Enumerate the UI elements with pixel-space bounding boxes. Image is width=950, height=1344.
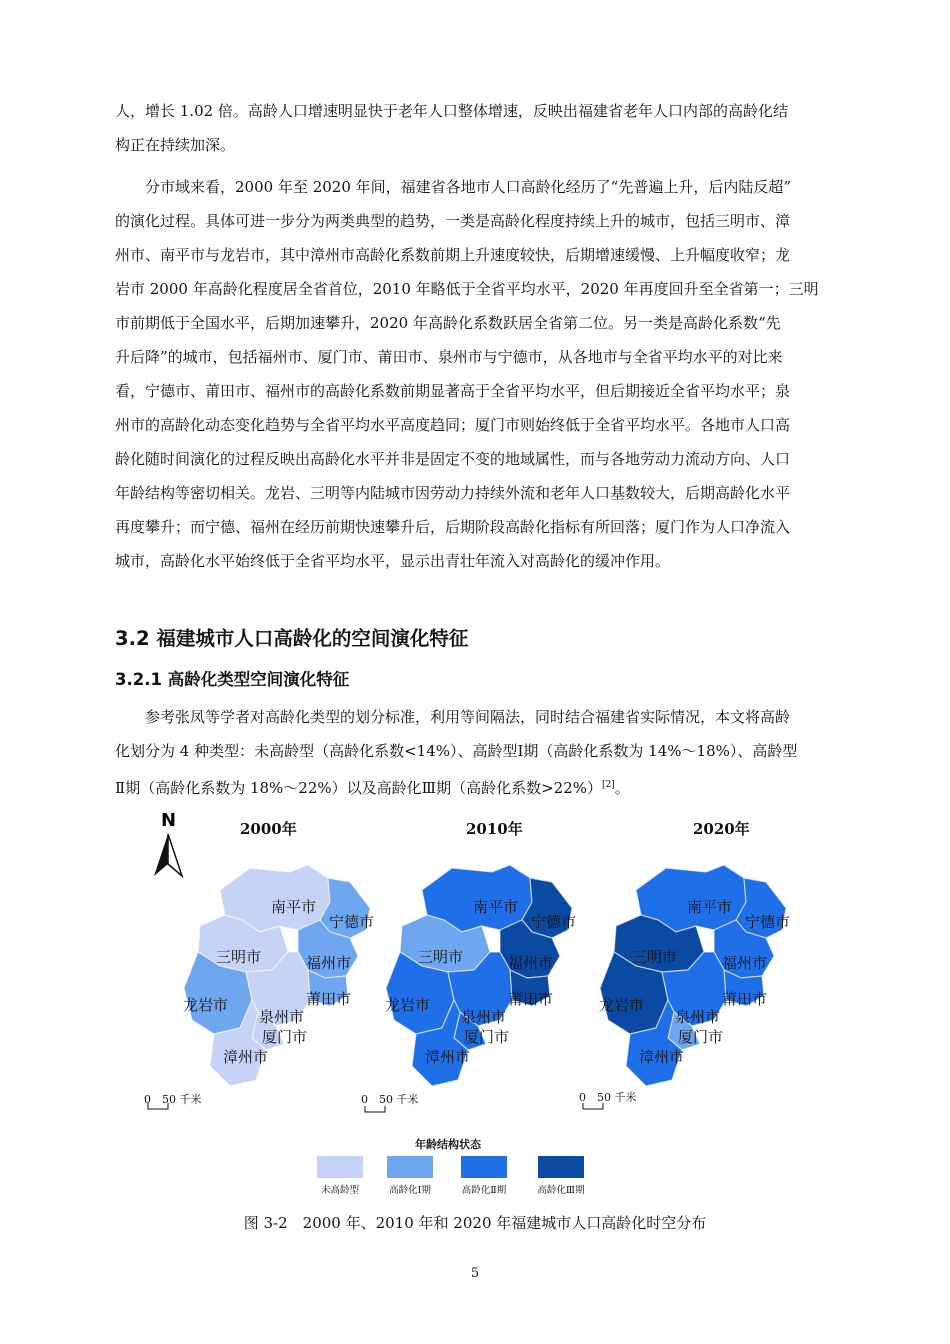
text-line: 人，增长 1.02 倍。高龄人口增速明显快于老年人口整体增速，反映出福建省老年人口内部的高龄化结: [115, 102, 788, 120]
legend-item: [516, 1156, 606, 1196]
figure-maps: [140, 808, 840, 1208]
legend-swatch: [538, 1156, 584, 1178]
subsection-heading: 3.2.1 高龄化类型空间演化特征: [115, 670, 350, 689]
region-label: 厦门市: [464, 1028, 510, 1046]
region-label: 三明市: [216, 948, 262, 966]
legend-label: 高龄化Ⅱ期: [461, 1185, 507, 1196]
text-line: 岩市 2000 年高龄化程度居全省首位，2010 年略低于全省平均水平，2020 年再度回升至全省第一；三明: [115, 280, 819, 298]
region-label: 漳州市: [425, 1048, 471, 1066]
region-label: 宁德市: [745, 913, 791, 931]
region-label: 三明市: [632, 948, 678, 966]
region-label: 龙岩市: [385, 996, 431, 1014]
text-line: 分市域来看，2000 年至 2020 年间，福建省各地市人口高龄化经历了“先普遍上升，后内陆反超”: [115, 178, 791, 196]
year-label-2020: 2020年: [693, 820, 750, 838]
text-line: 年龄结构等密切相关。龙岩、三明等内陆城市因劳动力持续外流和老年人口基数较大，后期高龄化水平: [115, 484, 791, 502]
region-label: 漳州市: [223, 1048, 269, 1066]
text-line: [115, 768, 856, 802]
paragraph-3: [115, 700, 856, 802]
region-label: 厦门市: [262, 1028, 308, 1046]
region-label: 福州市: [306, 954, 352, 972]
region-label: 莆田市: [306, 990, 352, 1008]
region-label: 龙岩市: [183, 996, 229, 1014]
north-label: N: [161, 810, 177, 831]
section-heading: 3.2 福建城市人口高龄化的空间演化特征: [115, 627, 469, 650]
region-label: 三明市: [418, 948, 464, 966]
legend-swatch: [317, 1156, 363, 1178]
region-label: 南平市: [473, 898, 519, 916]
region-label: 泉州市: [675, 1008, 721, 1026]
text-line: 城市，高龄化水平始终低于全省平均水平，显示出青壮年流入对高龄化的缓冲作用。: [115, 552, 671, 570]
region-label: 南平市: [271, 898, 317, 916]
page-number: 5: [470, 1266, 480, 1281]
text-line: 参考张凤等学者对高龄化类型的划分标准，利用等间隔法，同时结合福建省实际情况，本文将高龄: [115, 708, 791, 726]
text-line: 化划分为 4 种类型：未高龄型（高龄化系数<14%）、高龄型Ⅰ期（高龄化系数为 14%～18%）、高龄型: [115, 742, 798, 760]
figure-caption: 图 3-2 2000 年、2010 年和 2020 年福建城市人口高龄化时空分布: [243, 1214, 707, 1232]
region-label: 宁德市: [531, 913, 577, 931]
text-line: 看，宁德市、莆田市、福州市的高龄化系数前期显著高于全省平均水平，但后期接近全省平均水平；泉: [115, 382, 791, 400]
maps-svg: [140, 808, 840, 1138]
text-line: 构正在持续加深。: [115, 136, 236, 154]
region-label: 南平市: [687, 898, 733, 916]
region-label: 漳州市: [639, 1048, 685, 1066]
text-line-tail: 。: [614, 779, 630, 797]
scale-label: 0 50 千米: [144, 1093, 202, 1106]
region-label: 福州市: [722, 954, 768, 972]
legend-swatch: [387, 1156, 433, 1178]
region-label: 福州市: [508, 954, 554, 972]
region-label: 泉州市: [461, 1008, 507, 1026]
text-line: 州市、南平市与龙岩市，其中漳州市高龄化系数前期上升速度较快，后期增速缓慢、上升幅度收窄；龙: [115, 246, 791, 264]
year-label-2010: 2010年: [466, 820, 523, 838]
citation[interactable]: [2]: [602, 780, 615, 790]
region-label: 厦门市: [678, 1028, 724, 1046]
region-label: 泉州市: [259, 1008, 305, 1026]
scale-label: 0 50 千米: [579, 1091, 637, 1104]
legend-label: 未高龄型: [320, 1185, 359, 1196]
legend-title: 年龄结构状态: [415, 1138, 481, 1151]
year-label-2000: 2000年: [240, 820, 297, 838]
paragraph-2: [115, 170, 856, 578]
text-line: 的演化过程。具体可进一步分为两类典型的趋势，一类是高龄化程度持续上升的城市，包括三明市、漳: [115, 212, 791, 230]
map-2020: [599, 865, 790, 1086]
map-2000: [183, 865, 374, 1086]
north-arrow-icon: [154, 810, 182, 876]
region-label: 莆田市: [508, 990, 554, 1008]
text-line-content: Ⅱ期（高龄化系数为 18%～22%）以及高龄化Ⅲ期（高龄化系数>22%）: [115, 779, 603, 797]
legend-label: 高龄化Ⅲ期: [537, 1185, 585, 1196]
region-label: 莆田市: [722, 990, 768, 1008]
region-label: 宁德市: [329, 913, 375, 931]
text-line: 州市的高龄化动态变化趋势与全省平均水平高度趋同；厦门市则始终低于全省平均水平。各地市人口高: [115, 416, 791, 434]
text-line: 市前期低于全国水平，后期加速攀升，2020 年高龄化系数跃居全省第二位。另一类是高龄化系数“先: [115, 314, 781, 332]
region-label: 龙岩市: [599, 996, 645, 1014]
text-line: 龄化随时间演化的过程反映出高龄化水平并非是固定不变的地域属性，而与各地劳动力流动方向、人口: [115, 450, 791, 468]
legend-swatch: [461, 1156, 507, 1178]
map-2010: [385, 865, 576, 1086]
paragraph-1: [115, 94, 856, 162]
legend-label: 高龄化Ⅰ期: [389, 1185, 431, 1196]
text-line: 升后降”的城市，包括福州市、厦门市、莆田市、泉州市与宁德市，从各地市与全省平均水平的对比来: [115, 348, 783, 366]
text-line: 再度攀升；而宁德、福州在经历前期快速攀升后，后期阶段高龄化指标有所回落；厦门作为人口净流入: [115, 518, 791, 536]
scale-label: 0 50 千米: [361, 1093, 419, 1106]
